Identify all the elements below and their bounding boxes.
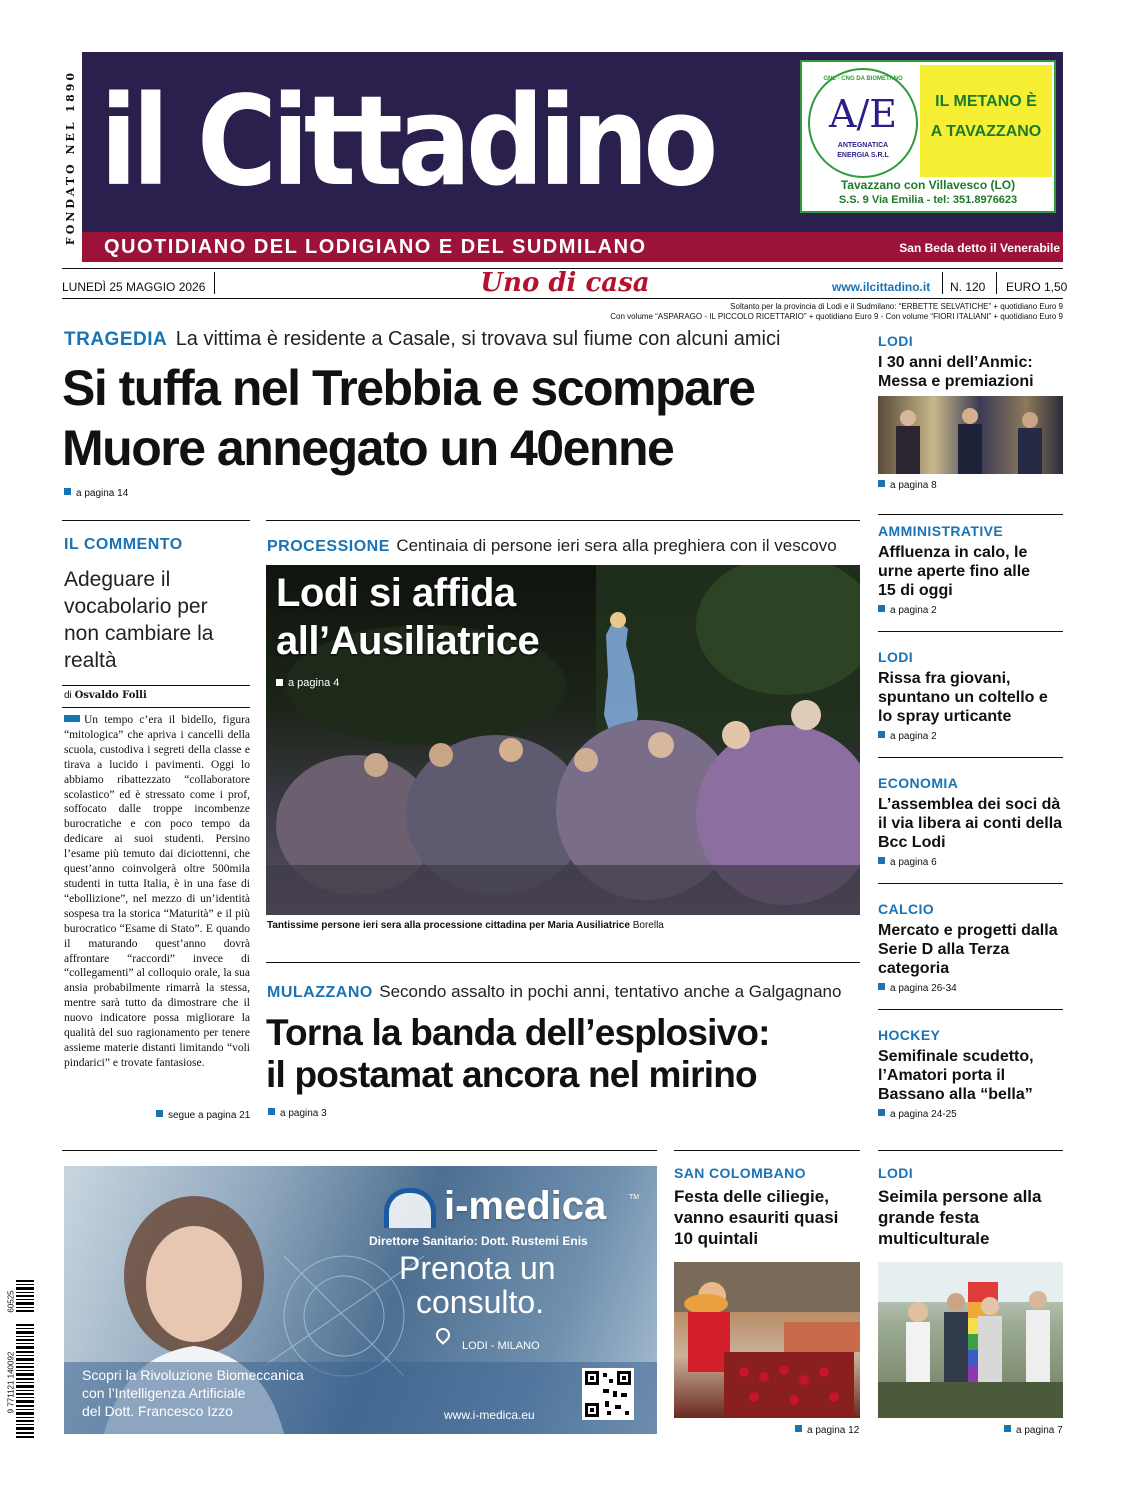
sidebar-kicker: LODI <box>878 649 914 665</box>
sidebar-headline[interactable]: Affluenza in calo, le urne aperte fino alle 15 di oggi <box>878 544 1031 599</box>
bottom-page-label: a pagina 12 <box>807 1425 860 1436</box>
bottom-headline[interactable]: Festa delle ciliegie, vanno esauriti quasi 10 quintali <box>674 1187 839 1248</box>
body-start-marker <box>64 715 80 722</box>
mulazzano-kicker: MULAZZANO <box>267 984 373 1001</box>
bullet-square-icon <box>276 679 283 686</box>
masthead-title: il Cittadino <box>100 70 714 214</box>
lead-summary: La vittima è residente a Casale, si trovava sul fiume con alcuni amici <box>175 328 781 350</box>
sidebar-rule <box>878 631 1063 632</box>
comment-body <box>64 713 250 1101</box>
sidebar-rule <box>878 1009 1063 1010</box>
imedica-trademark: TM <box>629 1194 640 1201</box>
bullet-square-icon <box>156 1110 163 1117</box>
procession-headline-1[interactable]: Lodi si affida <box>276 571 516 615</box>
sidebar-page-ref[interactable] <box>878 480 937 491</box>
lead-headline-2[interactable]: Muore annegato un 40enne <box>62 420 674 476</box>
comment-rule-body <box>62 707 250 708</box>
bullet-square-icon <box>64 488 71 495</box>
comment-kicker: IL COMMENTO <box>64 536 183 553</box>
imedica-brand: i-medica <box>444 1184 607 1228</box>
lead-page-ref[interactable] <box>64 488 128 499</box>
metano-headline1: IL METANO È <box>935 93 1037 110</box>
comment-rule-top <box>62 520 250 521</box>
procession-photo[interactable] <box>266 565 860 915</box>
metano-address1: Tavazzano con Villavesco (LO) <box>840 178 1016 192</box>
sidebar-page-label: a pagina 6 <box>890 857 937 868</box>
procession-rule-top <box>266 520 860 521</box>
procession-headline-2[interactable]: all’Ausiliatrice <box>276 619 540 663</box>
comment-author: Osvaldo Folli <box>74 690 147 701</box>
mulazzano-page-ref[interactable] <box>268 1108 327 1119</box>
barcode <box>8 1280 34 1440</box>
logo-name2: ENERGIA S.R.L <box>837 152 889 159</box>
sidebar-headline[interactable]: Mercato e progetti dalla Serie D alla Terza categoria <box>878 922 1058 977</box>
comment-title[interactable]: Adeguare il vocabolario per non cambiare la realtà <box>64 568 214 672</box>
comment-body-text: Un tempo c’era il bidello, figura “mitologica” che apriva i cancelli della scuola, custodiva i segreti della classe e tirava a lucido i pavimenti. Oggi lo abbiamo ribattezzato “collaboratore scolastico” ed è stressato come i prof, soffocato dalle troppe incombenze burocratiche e con poco tempo da dedicare ai suoi studenti. Persino l’esame più temuto dai diciottenni, che quest’anno coinvolgerà oltre 500mila studenti in tutta Italia, è in una fase di “ebollizione”, nel mezzo di un’identità sospesa tra la storica “Maturità” e il più burocratico “Esame di Stato”. E quando il maturando quest’anno dovrà affrontare “raccordi” invece di “collegamenti” al colloquio orale, la sua ansia probabilmente rimarrà la stessa, mentre sarà tutto da dimostrare che il nuovo indicatore possa migliorare la qualità del suo ragionamento per tenere assieme materie distanti limitando “voli pindarici” e trovate fantasiose. <box>64 714 250 1069</box>
founded-vertical <box>62 52 80 262</box>
bullet-square-icon <box>878 480 885 487</box>
procession-kicker: PROCESSIONE <box>267 538 390 555</box>
bottom-headline[interactable]: Seimila persone alla grande festa multiculturale <box>878 1187 1042 1248</box>
metano-yellow-box <box>920 65 1052 177</box>
sidebar-page-label: a pagina 8 <box>890 480 937 491</box>
imedica-cta1: Prenota un <box>399 1250 556 1286</box>
comment-rule-mid <box>62 685 250 686</box>
bullet-square-icon <box>878 983 885 990</box>
mulazzano-rule-top <box>266 962 860 963</box>
sidebar-rule <box>878 757 1063 758</box>
saint-of-day: San Beda detto il Venerabile <box>899 241 1060 255</box>
procession-summary-line <box>267 536 861 556</box>
qr-pattern <box>585 1371 631 1417</box>
mulazzano-headline-2[interactable]: il postamat ancora nel mirino <box>266 1054 757 1095</box>
imedica-location: LODI - MILANO <box>462 1340 540 1352</box>
barcode-bars <box>16 1280 34 1440</box>
imedica-ad[interactable] <box>64 1166 657 1434</box>
sidebar-page-label: a pagina 2 <box>890 731 937 742</box>
sidebar-rule <box>878 883 1063 884</box>
bullet-square-icon <box>878 605 885 612</box>
dateline-divider <box>214 272 215 294</box>
sidebar-headline[interactable]: I 30 anni dell’Anmic: Messa e premiazioni <box>878 354 1034 390</box>
sidebar-page-ref[interactable] <box>878 1109 957 1120</box>
comment-byline <box>64 690 147 701</box>
bottom-rule-left <box>62 1150 657 1151</box>
antegnatica-logo <box>808 68 918 178</box>
sidebar-kicker: CALCIO <box>878 901 935 917</box>
barcode-main <box>6 1324 16 1440</box>
cherries-photo[interactable] <box>674 1262 860 1418</box>
supplement-note1: Soltanto per la provincia di Lodi e il Sudmilano: “ERBETTE SELVATICHE” + quotidiano Euro 9 <box>730 302 1063 311</box>
imedica-cta2: consulto. <box>416 1284 545 1320</box>
bottom-rule-mid <box>674 1150 860 1151</box>
procession-caption: Tantissime persone ieri sera alla processione cittadina per Maria Ausiliatrice <box>267 920 630 931</box>
sidebar-page-ref[interactable] <box>878 983 957 994</box>
metano-address2: S.S. 9 Via Emilia - tel: 351.8976623 <box>838 194 1018 206</box>
sidebar-page-ref[interactable] <box>878 731 937 742</box>
mulazzano-page-label: a pagina 3 <box>280 1108 327 1119</box>
procession-page-ref[interactable] <box>276 677 339 689</box>
metano-ad[interactable] <box>800 60 1056 213</box>
sidebar-kicker: HOCKEY <box>878 1027 941 1043</box>
logo-ring-text: GNL - CNG DA BIOMETANO <box>823 76 903 82</box>
barcode-number: 9 771121 140092 <box>6 1351 16 1413</box>
byline-prefix: di <box>64 690 72 701</box>
price: EURO 1,50 <box>1006 280 1068 294</box>
dateline-rule-bottom <box>62 298 1063 299</box>
imedica-logo-mark <box>384 1188 436 1228</box>
barcode-addon <box>6 1284 16 1318</box>
anmic-illustration <box>878 396 1063 474</box>
sidebar-headline[interactable]: Rissa fra giovani, spuntano un coltello e lo spray urticante <box>878 670 1048 725</box>
imedica-tagline3: del Dott. Francesco Izzo <box>82 1403 233 1419</box>
bottom-page-ref[interactable] <box>1004 1425 1063 1436</box>
sidebar-page-label: a pagina 2 <box>890 605 937 616</box>
supplement-note2: Con volume “ASPARAGO - IL PICCOLO RICETTARIO” + quotidiano Euro 9 - Con volume “FIORI ITALIANI” + quotidiano Euro 9 <box>610 312 1063 321</box>
procession-page-label: a pagina 4 <box>288 677 340 689</box>
lead-page-label: a pagina 14 <box>76 488 129 499</box>
website-link[interactable]: www.ilcittadino.it <box>832 280 931 294</box>
comment-continues-label: segue a pagina 21 <box>168 1110 251 1121</box>
sidebar-kicker: AMMINISTRATIVE <box>878 523 1004 539</box>
imedica-tagline2: con l’Intelligenza Artificiale <box>82 1385 246 1401</box>
masthead-subtitle: QUOTIDIANO DEL LODIGIANO E DEL SUDMILANO <box>104 236 647 258</box>
sidebar-kicker: ECONOMIA <box>878 775 959 791</box>
procession-summary: Centinaia di persone ieri sera alla preghiera con il vescovo <box>396 536 837 555</box>
anmic-photo[interactable] <box>878 396 1063 474</box>
sidebar-rule <box>878 514 1063 515</box>
bullet-square-icon <box>1004 1425 1011 1432</box>
bottom-rule-right <box>878 1150 1063 1151</box>
dateline-divider <box>942 272 943 294</box>
qr-code-icon[interactable] <box>582 1368 634 1420</box>
lead-summary-line <box>64 328 854 351</box>
sidebar-page-label: a pagina 26-34 <box>890 983 957 994</box>
sidebar-kicker: LODI <box>878 333 914 349</box>
bullet-square-icon <box>268 1108 275 1115</box>
procession-caption-line <box>267 920 861 931</box>
issue-number: N. 120 <box>950 280 986 294</box>
sidebar-page-ref[interactable] <box>878 605 937 616</box>
imedica-tagline1: Scopri la Rivoluzione Biomeccanica <box>82 1367 304 1383</box>
logo-name1: ANTEGNATICA <box>837 142 889 149</box>
slogan: Uno di casa <box>480 268 650 298</box>
lead-headline-1[interactable]: Si tuffa nel Trebbia e scompare <box>62 360 755 416</box>
bottom-kicker: SAN COLOMBANO <box>674 1165 806 1181</box>
mulazzano-headline-1[interactable]: Torna la banda dell’esplosivo: <box>266 1012 770 1053</box>
mulazzano-summary: Secondo assalto in pochi anni, tentativo anche a Galgagnano <box>379 982 842 1001</box>
bullet-square-icon <box>878 1109 885 1116</box>
sidebar-headline[interactable]: L’assemblea dei soci dà il via libera ai conti della Bcc Lodi <box>878 796 1063 851</box>
bullet-square-icon <box>795 1425 802 1432</box>
festa-illustration <box>878 1262 1063 1418</box>
photo-credit: Borella <box>632 920 664 931</box>
founded-label: FONDATO NEL 1890 <box>64 69 78 245</box>
logo-letters: A/E <box>829 92 897 136</box>
mulazzano-summary-line <box>267 982 861 1002</box>
sidebar-page-ref[interactable] <box>878 857 937 868</box>
cherries-illustration <box>674 1262 860 1418</box>
issue-date: LUNEDÌ 25 MAGGIO 2026 <box>62 280 206 294</box>
bullet-square-icon <box>878 731 885 738</box>
bullet-square-icon <box>878 857 885 864</box>
dateline-divider <box>996 272 997 294</box>
bottom-page-label: a pagina 7 <box>1016 1425 1063 1436</box>
imedica-url[interactable]: www.i-medica.eu <box>444 1408 535 1422</box>
imedica-director: Direttore Sanitario: Dott. Rustemi Enis <box>369 1234 588 1248</box>
bottom-kicker: LODI <box>878 1165 914 1181</box>
sidebar-headline[interactable]: Semifinale scudetto, l’Amatori porta il Bassano alla “bella” <box>878 1048 1034 1103</box>
metano-headline2: A TAVAZZANO <box>930 123 1042 140</box>
comment-continues[interactable] <box>156 1110 250 1121</box>
festa-photo[interactable] <box>878 1262 1063 1418</box>
lead-kicker: TRAGEDIA <box>64 329 168 350</box>
sidebar-page-label: a pagina 24-25 <box>890 1109 957 1120</box>
bottom-page-ref[interactable] <box>795 1425 859 1436</box>
barcode-addon-number: 60525 <box>6 1289 16 1313</box>
